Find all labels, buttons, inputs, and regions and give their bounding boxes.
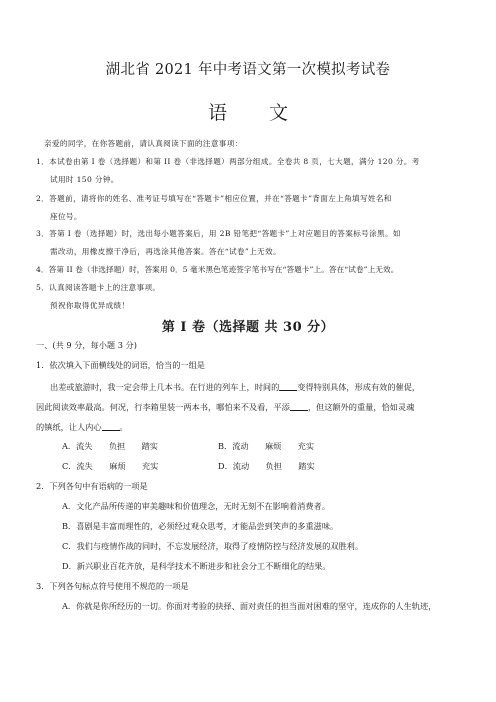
notice-item-4: 4．答第 II 卷（非选择题）时，答案用 0．5 毫米黑色笔迹签字笔书写在“答题卡”上。答在“试卷”上无效。 xyxy=(36,265,399,274)
section-title: 第 I 卷（选择题 共 30 分） xyxy=(161,320,335,335)
passage-text: ，但这额外的重量，恰如灵魂 xyxy=(307,402,415,412)
blank-3 xyxy=(102,421,120,431)
passage-text: 出差或旅游时，我一定会带上几本书。在行进的列车上，时间的 xyxy=(50,382,280,392)
question-1-option-d: D．流动 负担 踏实 xyxy=(218,461,315,471)
question-1-passage-line-2 xyxy=(36,401,414,413)
question-1-option-b: B．流动 麻烦 充实 xyxy=(218,441,315,451)
notice-item-5: 5．认真阅读答题卡上的注意事项。 xyxy=(36,283,161,292)
notice-item-1-cont: 试用时 150 分钟。 xyxy=(50,175,119,184)
question-2-option-c: C．我们与疫情作战的同时，不忘发展经济，取得了疫情防控与经济发展的双胜利。 xyxy=(62,541,364,551)
notice-item-2: 2．答题前，请将你的姓名、准考证号填写在“答题卡”相应位置，并在“答题卡”背面左上角填写姓名和 xyxy=(36,194,392,203)
blank-1 xyxy=(279,381,297,391)
part-heading: 一、(共 9 分，每小题 3 分) xyxy=(36,340,137,350)
exam-title: 湖北省 2021 年中考语文第一次模拟考试卷 xyxy=(105,62,391,78)
question-2-stem: 2．下列各句中有语病的一项是 xyxy=(36,481,148,491)
passage-text: 因此阅读效率最高。何况，行李箱里装一两本书，哪怕来不及看，平添 xyxy=(36,402,290,412)
question-1-option-a: A．流失 负担 踏实 xyxy=(62,441,158,451)
question-3-option-a: A．你就是你所经历的一切。你面对考验的抉择、面对责任的担当面对困难的坚守，连成你的人生轨迹， xyxy=(62,601,437,611)
notice-greeting: 亲爱的同学，在你答题前，请认真阅读下面的注意事项： xyxy=(44,139,243,148)
subject-title: 语 文 xyxy=(207,102,307,124)
blank-2 xyxy=(290,401,308,411)
notice-item-3: 3．答第 I 卷（选择题）时，选出每小题答案后，用 2B 铅笔把“答题卡”上对应题目的答案标号涂黑。如 xyxy=(36,229,401,238)
question-2-option-a: A．文化产品所传递的审美趣味和价值理念，无时无刻不在影响着消费者。 xyxy=(62,501,330,511)
question-1-passage-line-1 xyxy=(50,381,420,393)
question-2-option-b: B．喜剧是丰富而理性的，必须经过观众思考，才能品尝到笑声的多重滋味。 xyxy=(62,521,339,531)
notice-item-1: 1．本试卷由第 I 卷（选择题）和第 II 卷（非选择题）两部分组成。全卷共 8 页，七大题，满分 120 分。考 xyxy=(36,157,420,166)
notice-item-2-cont: 座位号。 xyxy=(50,212,82,221)
question-2-option-d: D．新兴职业百花齐放，是科学技术不断进步和社会分工不断细化的结果。 xyxy=(62,561,331,571)
passage-text: 的镇纸，让人内心 xyxy=(36,422,102,432)
notice-closing: 预祝你取得优异成绩！ xyxy=(50,301,130,310)
passage-text: 变得特别具体，形成有效的催促， xyxy=(297,382,421,392)
notice-item-3-cont: 需改动，用橡皮擦干净后，再选涂其他答案。答在“试卷”上无效。 xyxy=(50,247,281,256)
question-1-stem: 1．依次填入下面横线处的词语，恰当的一组是 xyxy=(36,360,205,370)
question-1-option-c: C．流失 麻烦 充实 xyxy=(62,461,159,471)
passage-text: 。 xyxy=(119,422,128,432)
question-3-stem: 3．下列各句标点符号使用不规范的一项是 xyxy=(36,581,189,591)
question-1-passage-line-3 xyxy=(36,421,128,433)
